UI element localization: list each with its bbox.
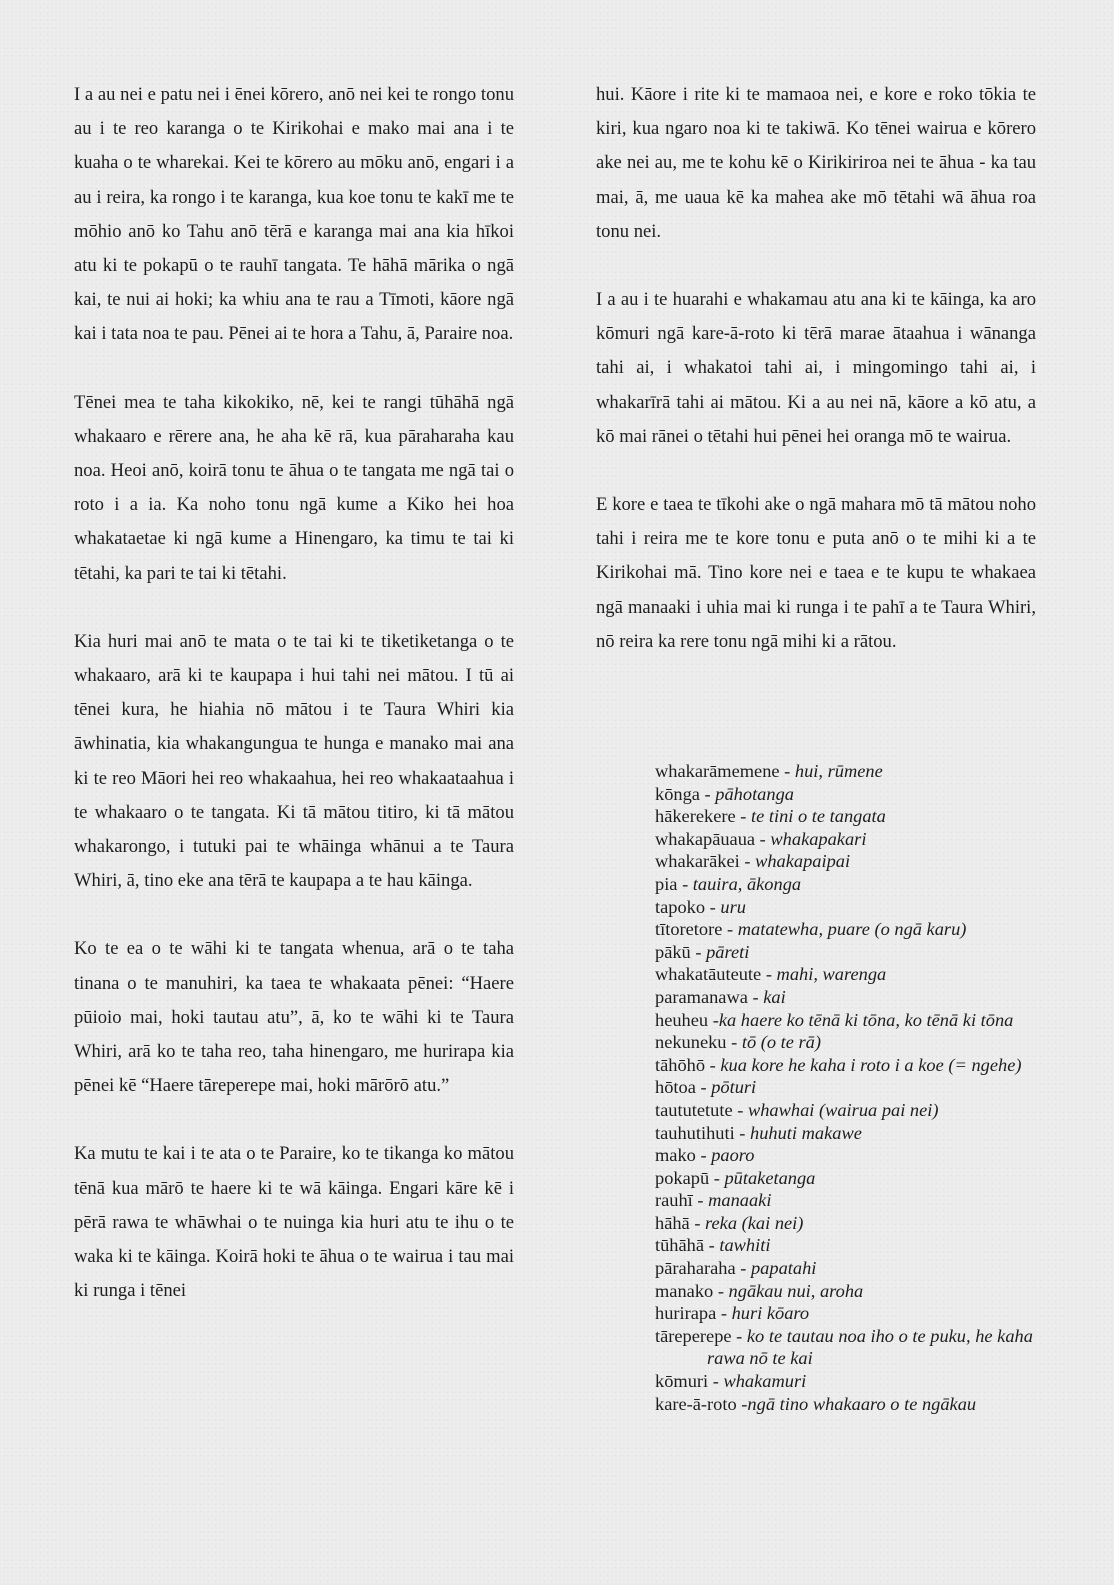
right-column xyxy=(596,78,1036,693)
glossary-entry xyxy=(655,1234,1055,1257)
glossary-definition: tō (o te rā) xyxy=(741,1032,821,1053)
glossary-term: mako xyxy=(655,1145,696,1166)
glossary-separator: - xyxy=(716,1303,732,1324)
glossary-term: tāhōhō xyxy=(655,1054,706,1075)
glossary-entry xyxy=(655,1257,1055,1280)
glossary-definition: whakamuri xyxy=(723,1371,807,1392)
glossary-separator: - xyxy=(735,1258,751,1279)
glossary-term: tūhāhā xyxy=(655,1235,705,1256)
glossary-definition: ka haere ko tēnā ki tōna, ko tēnā ki tōna xyxy=(718,1009,1014,1030)
glossary-separator: - xyxy=(735,806,751,827)
glossary-separator: - xyxy=(689,1212,706,1233)
glossary-separator: - xyxy=(747,986,764,1007)
glossary-entry xyxy=(655,1189,1055,1212)
glossary-entry xyxy=(655,1370,1055,1393)
glossary-term: kōnga xyxy=(655,783,700,804)
glossary-definition: kua kore he kaha i roto i a koe (= ngehe) xyxy=(720,1054,1022,1075)
glossary-entry xyxy=(655,760,1055,783)
glossary-term: tāreperepe xyxy=(655,1325,732,1346)
glossary-separator: - xyxy=(705,1054,721,1075)
paragraph: Tēnei mea te taha kikokiko, nē, kei te rangi tūhāhā ngā whakaaro e rērere ana, he aha kē rā, kua pāraharaha kau noa. Heoi anō, koirā tonu te āhua o te tangata me ngā tai o roto i a ia. Ka noho tonu ngā kume a Kiko hei hoa whakataetae ki ngā kume a Hinengaro, ka timu te tai ki tētahi, ka pari te tai ki tētahi. xyxy=(74,391,514,584)
glossary-definition: tawhiti xyxy=(719,1235,771,1256)
glossary-entry xyxy=(655,1393,1055,1416)
glossary-definition: reka (kai nei) xyxy=(705,1212,804,1233)
glossary-term: manako xyxy=(655,1280,714,1301)
glossary-definition: pūtaketanga xyxy=(724,1167,816,1188)
glossary-entry xyxy=(655,1122,1055,1145)
glossary-entry xyxy=(655,896,1055,919)
glossary-separator: - xyxy=(705,896,721,917)
glossary-entry xyxy=(655,1009,1055,1032)
glossary-entry xyxy=(655,941,1055,964)
glossary-term: hōtoa xyxy=(655,1077,696,1098)
glossary-term: hurirapa xyxy=(655,1303,717,1324)
glossary-definition: mahi, warenga xyxy=(776,964,887,985)
glossary-entry xyxy=(655,873,1055,896)
paragraph: Kia huri mai anō te mata o te tai ki te tiketiketanga o te whakaaro, arā ki te kaupapa i hui tahi nei mātou. I tū ai tēnei kura, he hiahia nō mātou i te Taura Whiri kia āwhinatia, kia whakangungua te hunga e manako mai ana ki te reo Māori hei reo whakaahua, hei reo whakaataahua i te whakaaro o te tangata. Ki tā mātou titiro, ki tā mātou whakarongo, i tutuki pai te whāinga whānui a te Taura Whiri, ā, tino eke ana tērā te kaupapa a te hau kāinga. xyxy=(74,630,514,892)
glossary-entry xyxy=(655,1302,1055,1325)
glossary-separator: - xyxy=(732,1099,748,1120)
glossary-separator: - xyxy=(755,828,771,849)
glossary-definition: ngā tino whakaaro o te ngākau xyxy=(747,1393,977,1414)
glossary-definition: paoro xyxy=(711,1145,755,1166)
glossary-entry xyxy=(655,805,1055,828)
glossary-definition: pāreti xyxy=(706,941,750,962)
glossary-separator: - xyxy=(761,964,777,985)
glossary-separator: - xyxy=(695,1145,712,1166)
glossary-term: pāraharaha xyxy=(655,1258,736,1279)
glossary-entry xyxy=(655,1325,1055,1370)
glossary-term: whakarāmemene xyxy=(655,761,780,781)
glossary-definition: huhuti makawe xyxy=(750,1122,862,1143)
glossary-term: taututetute xyxy=(655,1099,733,1120)
glossary-term: tapoko xyxy=(655,896,706,917)
glossary-separator: - xyxy=(736,1393,748,1414)
glossary-term: kōmuri xyxy=(655,1371,709,1392)
glossary-separator: - xyxy=(695,1077,712,1098)
paragraph: Ka mutu te kai i te ata o te Paraire, ko te tikanga ko mātou tēnā kua mārō te haere ki te wā kāinga. Engari kāre kē i pērā rawa te whāwhai o te nuinga kia huri atu te ihu o te waka ki te kāinga. Koirā hoki te āhua o te wairua i tau mai ki runga i tēnei xyxy=(74,1143,514,1302)
paragraph: Ko te ea o te wāhi ki te tangata whenua, arā o te taha tinana o te manuhiri, ka taea te whakaata pēnei: “Haere pūioio mai, hoki tautau atu”, ā, ko te wāhi ki te Taura Whiri, arā ko te taha reo, taha hinengaro, me hurirapa kia pēnei kē “Haere tāreperepe mai, hoki mārōrō atu.” xyxy=(74,938,514,1097)
glossary-entry xyxy=(655,1099,1055,1122)
glossary-definition: hui, rūmene xyxy=(794,761,883,781)
glossary-entry xyxy=(655,828,1055,851)
glossary-entry xyxy=(655,963,1055,986)
glossary-entry xyxy=(655,986,1055,1009)
glossary-separator: - xyxy=(690,941,707,962)
glossary-definition: matatewha, puare (o ngā karu) xyxy=(737,919,967,940)
paragraph: hui. Kāore i rite ki te mamaoa nei, e kore e roko tōkia te kiri, kua ngaro noa ki te takiwā. Ko tēnei wairua e kōrero ake nei au, me te kohu kē o Kirikiriroa nei te āhua - ka tau mai, ā, me uaua kē ka mahea ake mō tētahi wā āhua roa tonu nei. xyxy=(596,84,1036,242)
glossary-definition: huri kōaro xyxy=(731,1303,810,1324)
paragraph: I a au i te huarahi e whakamau atu ana ki te kāinga, ka aro kōmuri ngā kare-ā-roto ki tērā marae ātaahua i wānanga tahi ai, i whakatoi tahi ai, i mingomingo tahi ai, i whakarīrā tahi ai mātou. Ki a au nei nā, kāore a kō atu, a kō mai rānei o tētahi hui pēnei hei oranga mō te wairua. xyxy=(596,289,1036,447)
glossary-entry xyxy=(655,918,1055,941)
glossary-separator: - xyxy=(726,1032,742,1053)
glossary-term: hāhā xyxy=(655,1212,690,1233)
glossary-definition: kai xyxy=(763,986,786,1007)
glossary-term: tītoretore xyxy=(655,919,723,940)
glossary-entry xyxy=(655,1144,1055,1167)
glossary-term: pia xyxy=(655,873,678,894)
glossary-definition: pāhotanga xyxy=(715,783,794,804)
glossary-entry xyxy=(655,1076,1055,1099)
glossary-term: nekuneku xyxy=(655,1032,727,1053)
glossary-entry xyxy=(655,1054,1055,1077)
glossary-definition: te tini o te tangata xyxy=(750,806,886,827)
glossary-definition: whawhai (wairua pai nei) xyxy=(747,1099,939,1120)
glossary-definition: manaaki xyxy=(708,1190,772,1211)
glossary-separator: - xyxy=(692,1190,709,1211)
glossary-separator: - xyxy=(734,1122,751,1143)
glossary-entry xyxy=(655,850,1055,873)
glossary-separator: - xyxy=(677,873,693,894)
glossary-term: tauhutihuti xyxy=(655,1122,735,1143)
glossary-definition: pōturi xyxy=(711,1077,757,1098)
glossary-separator: - xyxy=(722,919,738,940)
glossary-term: hākerekere xyxy=(655,806,736,827)
glossary-entry xyxy=(655,1280,1055,1303)
glossary-term: whakatāuteute xyxy=(655,964,762,985)
glossary-term: rauhī xyxy=(655,1190,693,1211)
paragraph: I a au nei e patu nei i ēnei kōrero, anō nei kei te rongo tonu au i te reo karanga o te Kirikohai e mako mai ana i te kuaha o te wharekai. Kei te kōrero au mōku anō, engari i a au i reira, ka rongo i te karanga, kua koe tonu te kakī me te mōhio anō ko Tahu anō tērā e karanga mai ana kia hīkoi atu ki te pokapū o te rauhī tangata. Te hāhā mārika o ngā kai, te nui ai hoki; ka whiu ana te rau a Tīmoti, kāore ngā kai i tata noa te pau. Pēnei ai te hora a Tahu, ā, Paraire noa. xyxy=(74,84,514,345)
glossary-term: whakarākei xyxy=(655,851,740,872)
glossary-entry xyxy=(655,1167,1055,1190)
glossary-separator: - xyxy=(779,761,795,781)
glossary-definition: whakapaipai xyxy=(755,851,851,872)
glossary-term: pokapū xyxy=(655,1167,710,1188)
glossary-separator: - xyxy=(708,1009,719,1030)
glossary-entry xyxy=(655,783,1055,806)
glossary-entry xyxy=(655,1031,1055,1054)
glossary-separator: - xyxy=(731,1325,747,1346)
glossary-separator: - xyxy=(708,1371,724,1392)
glossary-definition: tauira, ākonga xyxy=(692,873,802,894)
glossary-separator: - xyxy=(699,783,716,804)
glossary-definition: ngākau nui, aroha xyxy=(728,1280,864,1301)
glossary-term: pākū xyxy=(655,941,691,962)
glossary-term: paramanawa xyxy=(655,986,748,1007)
glossary-term: kare-ā-roto xyxy=(655,1393,737,1414)
glossary-separator: - xyxy=(739,851,756,872)
glossary-definition: whakapakari xyxy=(770,828,867,849)
glossary-separator: - xyxy=(709,1167,725,1188)
glossary-term: whakapāuaua xyxy=(655,828,756,849)
glossary xyxy=(655,760,1055,1415)
glossary-entry xyxy=(655,1212,1055,1235)
glossary-definition: papatahi xyxy=(750,1258,817,1279)
glossary-separator: - xyxy=(713,1280,729,1301)
paragraph: E kore e taea te tīkohi ake o ngā mahara mō tā mātou noho tahi i reira me te kore tonu e puta anō o te mihi ki a te Kirikohai mā. Tino kore nei e taea e te kupu te whakaea ngā manaaki i uhia mai ki runga i te pahī a te Taura Whiri, nō reira ka rere tonu ngā mihi ki a rātou. xyxy=(596,494,1036,652)
glossary-term: heuheu xyxy=(655,1009,709,1030)
glossary-separator: - xyxy=(704,1235,720,1256)
glossary-definition: uru xyxy=(720,896,746,917)
left-column xyxy=(74,78,514,1343)
glossary-definition: ko te tautau noa iho o te puku, he kaha rawa nō te kai xyxy=(707,1325,1033,1369)
